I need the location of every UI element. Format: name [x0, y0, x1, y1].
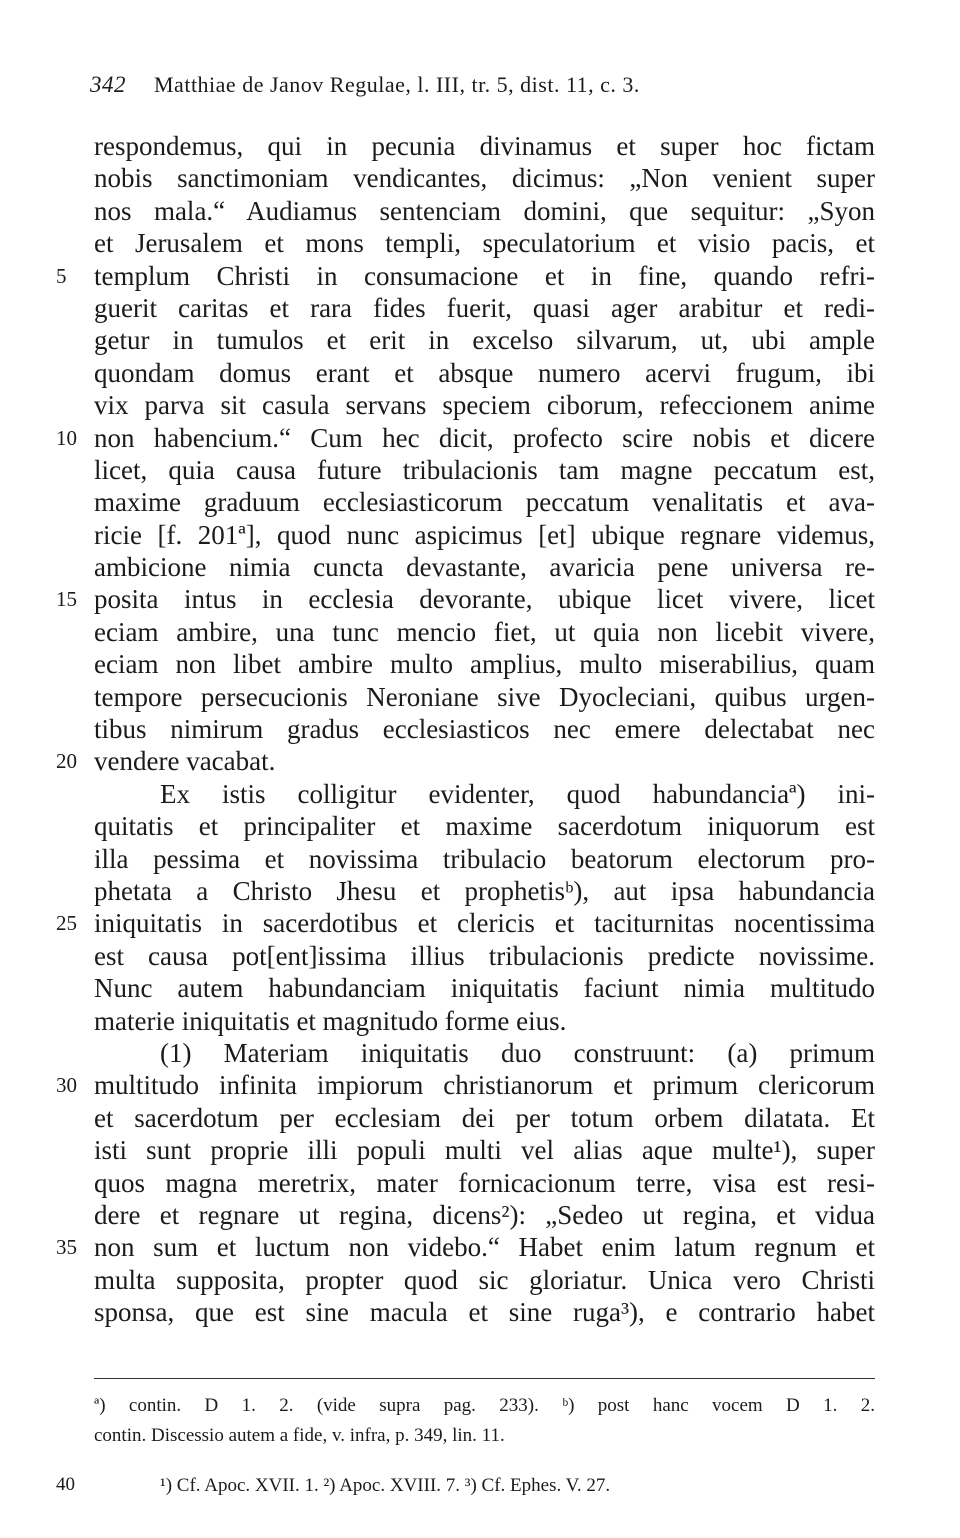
text-line [0, 972, 960, 1004]
line-text: licet, quia causa future tribulacionis tam magne peccatum est, [94, 454, 875, 485]
line-text: Ex istis colligitur evidenter, quod habundanciaª) ini- [160, 778, 875, 809]
text-line [0, 357, 960, 389]
text-line [0, 1199, 960, 1231]
line-number: 25 [56, 911, 77, 936]
line-number: 5 [56, 263, 67, 288]
running-title: Matthiae de Janov Regulae, l. III, tr. 5, dist. 11, c. 3. [154, 72, 640, 97]
line-text: posita intus in ecclesia devorante, ubique licet vivere, licet [94, 584, 875, 615]
line-text: isti sunt proprie illi populi multi vel alias aque multe¹), super [94, 1135, 875, 1166]
line-text: dere et regnare ut regina, dicens²): „Sedeo ut regina, et vidua [94, 1199, 875, 1230]
text-line [0, 616, 960, 648]
text-line [0, 551, 960, 583]
line-text: nobis sanctimoniam vendicantes, dicimus: „Non venient super [94, 163, 875, 194]
text-line [0, 292, 960, 324]
text-line [0, 422, 960, 454]
line-text: nos mala.“ Audiamus sentenciam domini, que sequitur: „Syon [94, 195, 875, 226]
line-text: quitatis et principaliter et maxime sacerdotum iniquorum est [94, 811, 875, 842]
text-line [0, 1296, 960, 1328]
text-line [0, 907, 960, 939]
line-text: tempore persecucionis Neroniane sive Dyocleciani, quibus urgen- [94, 681, 875, 712]
text-line [0, 486, 960, 518]
line-text: (1) Materiam iniquitatis duo construunt: (a) primum [160, 1037, 875, 1068]
line-text: respondemus, qui in pecunia divinamus et super hoc fictam [94, 131, 875, 161]
line-text: phetata a Christo Jhesu et prophetisᵇ), aut ipsa habundancia [94, 875, 875, 906]
line-text: non habencium.“ Cum hec dicit, profecto scire nobis et dicere [94, 422, 875, 453]
line-number: 30 [56, 1073, 77, 1098]
line-text: illa pessima et novissima tribulacio beatorum electorum pro- [94, 843, 875, 874]
line-text: multa supposita, propter quod sic gloriatur. Unica vero Christi [94, 1264, 875, 1295]
line-text: non sum et luctum non videbo.“ Habet enim latum regnum et [94, 1232, 875, 1263]
line-text: maxime graduum ecclesiasticorum peccatum venalitatis et ava- [94, 487, 875, 518]
text-line [0, 583, 960, 615]
line-number: 40 [56, 1474, 75, 1495]
text-line [0, 648, 960, 680]
text-line [0, 810, 960, 842]
text-line [0, 940, 960, 972]
text-line [0, 324, 960, 356]
text-line [0, 713, 960, 745]
line-text: vix parva sit casula servans speciem ciborum, refeccionem anime [94, 390, 875, 421]
line-text: et Jerusalem et mons templi, speculatorium et visio pacis, et [94, 228, 875, 259]
text-line [0, 1005, 960, 1037]
text-line [0, 1134, 960, 1166]
text-line [0, 519, 960, 551]
text-line [0, 1069, 960, 1101]
line-number: 10 [56, 425, 77, 450]
line-text: materie iniquitatis et magnitudo forme eius. [94, 1005, 567, 1036]
line-text: eciam non libet ambire multo amplius, multo miserabilius, quam [94, 649, 875, 680]
footnote-line: ª) contin. D 1. 2. (vide supra pag. 233). ᵇ) post hanc vocem D 1. 2. [94, 1395, 875, 1416]
line-text: ricie [f. 201ª], quod nunc aspicimus [et] ubique regnare videmus, [94, 519, 875, 550]
text-line [0, 1231, 960, 1263]
text-line [0, 778, 960, 810]
footnote-line: ¹) Cf. Apoc. XVII. 1. ²) Apoc. XVIII. 7. ³) Cf. Ephes. V. 27. [160, 1475, 611, 1496]
line-text: sponsa, que est sine macula et sine ruga³), e contrario habet [94, 1297, 875, 1328]
line-text: vendere vacabat. [94, 746, 276, 777]
text-line [0, 227, 960, 259]
footnote-line: contin. Discessio autem a fide, v. infra, p. 349, lin. 11. [94, 1425, 505, 1446]
line-text: multitudo infinita impiorum christianorum et primum clericorum [94, 1070, 875, 1101]
text-line [0, 1167, 960, 1199]
line-text: quondam domus erant et absque numero acervi frugum, ibi [94, 357, 875, 388]
running-header [90, 72, 790, 98]
line-text: getur in tumulos et erit in excelso silvarum, ut, ubi ample [94, 325, 875, 356]
line-text: iniquitatis in sacerdotibus et clericis et taciturnitas nocentissima [94, 908, 875, 939]
line-number: 15 [56, 587, 77, 612]
footnote-divider [94, 1378, 875, 1379]
text-line [0, 260, 960, 292]
text-line [0, 162, 960, 194]
line-text: quos magna meretrix, mater fornicacionum terre, visa est resi- [94, 1167, 875, 1198]
text-line [0, 1264, 960, 1296]
text-line [0, 843, 960, 875]
text-line [0, 195, 960, 227]
line-text: Nunc autem habundanciam iniquitatis faciunt nimia multitudo [94, 973, 875, 1004]
line-text: templum Christi in consumacione et in fine, quando refri- [94, 260, 875, 291]
text-line [0, 130, 960, 162]
page-number: 342 [90, 72, 126, 97]
text-line [0, 389, 960, 421]
text-line [0, 745, 960, 777]
line-text: et sacerdotum per ecclesiam dei per totum orbem dilatata. Et [94, 1102, 875, 1133]
main-text [0, 130, 960, 1328]
line-text: est causa pot[ent]issima illius tribulacionis predicte novissime. [94, 940, 875, 971]
line-text: tibus nimirum gradus ecclesiasticos nec emere delectabat nec [94, 714, 875, 745]
line-text: ambicione nimia cuncta devastante, avaricia pene universa re- [94, 552, 875, 583]
line-text: eciam ambire, una tunc mencio fiet, ut quia non licebit vivere, [94, 616, 875, 647]
text-line [0, 875, 960, 907]
text-line [0, 454, 960, 486]
line-number: 20 [56, 749, 77, 774]
line-text: guerit caritas et rara fides fuerit, quasi ager arabitur et redi- [94, 292, 875, 323]
text-line [0, 1037, 960, 1069]
text-line [0, 1102, 960, 1134]
text-line [0, 681, 960, 713]
line-number: 35 [56, 1235, 77, 1260]
